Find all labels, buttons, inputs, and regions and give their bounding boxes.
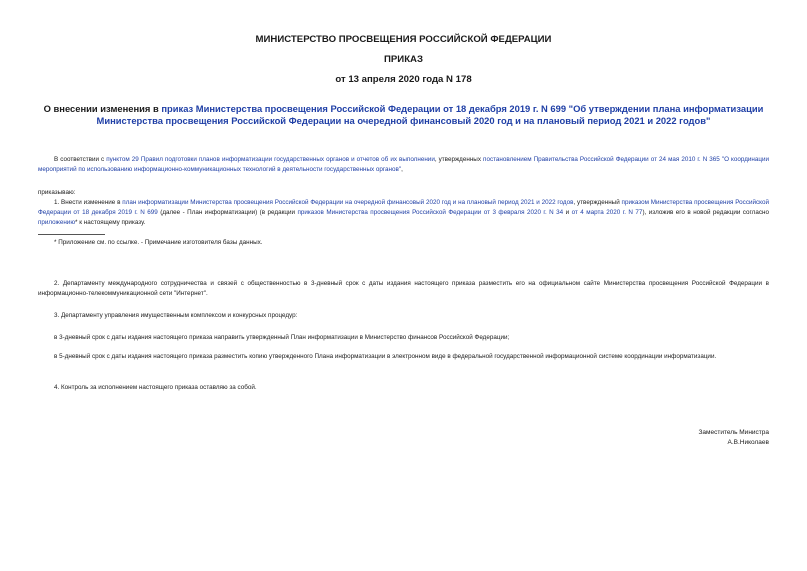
text-fragment: (далее - План информатизации) (в редакции	[157, 209, 298, 217]
footnote-divider	[38, 234, 105, 235]
ministry-name: МИНИСТЕРСТВО ПРОСВЕЩЕНИЯ РОССИЙСКОЙ ФЕДЕРАЦИИ	[255, 34, 552, 45]
link-resolution-365[interactable]: постановлением Правительства Российской Федерации от 24 мая 2010 г. N 365 "О координации мероприятий по использованию информационно-коммуникационных технологий в деятельности государственных органов"	[38, 156, 770, 174]
signature-block	[699, 428, 770, 448]
signature-name: А.В.Николаев	[727, 439, 769, 446]
text-fragment: , утвержденных	[434, 156, 484, 163]
signature-position: Заместитель Министра	[698, 429, 769, 436]
text-fragment: * к настоящему приказу.	[75, 219, 146, 227]
date-number: от 13 апреля 2020 года N 178	[335, 74, 472, 85]
link-appendix[interactable]: приложению	[38, 219, 76, 227]
paragraph-item-3: 3. Департаменту управления имущественным комплексом и конкурсных процедур:	[54, 312, 298, 319]
title-prefix: О внесении изменения в	[43, 103, 162, 114]
link-order-699[interactable]: приказом Министерства просвещения Российской Федерации от 18 декабря 2019 г. N 699	[38, 199, 769, 217]
text-fragment: 1. Внести изменение в	[54, 199, 123, 206]
doc-type: ПРИКАЗ	[384, 54, 423, 65]
link-plan[interactable]: план информатизации Министерства просвещения Российской Федерации на очередной финансовый 2020 год и на плановый период 2021 и 2022 годов	[122, 199, 574, 206]
footnote: * Приложение см. по ссылке. - Примечание изготовителя базы данных.	[54, 239, 263, 246]
prikazyvayu: приказываю:	[38, 189, 76, 196]
title-link[interactable]: приказ Министерства просвещения Российской Федерации от 18 декабря 2019 г. N 699 "Об утверждении плана информатизации Министерства просвещения Российской Федерации на очередной финансовый 2020 год и на плановый период 2021 и 2022 годов"	[96, 103, 764, 126]
text-fragment: и	[563, 209, 572, 217]
paragraph-item-2: 2. Департаменту международного сотрудничества и связей с общественностью в 3-дневный срок с даты издания настоящего приказа разместить его на официальном сайте Министерства просвещения Российской Федерации в информационно-телекоммуникационной сети "Интернет".	[38, 280, 769, 298]
paragraph-item-3b: в 5-дневный срок с даты издания настоящего приказа разместить копию утвержденного Плана информатизации в электронном виде в федеральной государственной информационной системе координации информатизации.	[54, 353, 717, 360]
paragraph-basis	[38, 155, 769, 175]
link-rules-p29[interactable]: пунктом 29 Правил подготовки планов информатизации государственных органов и отчетов об их выполнении	[106, 156, 435, 163]
text-fragment: , утвержденный	[573, 199, 622, 206]
document-title	[40, 103, 767, 127]
paragraph-item-3a: в 3-дневный срок с даты издания настоящего приказа направить утвержденный План информатизации в Министерство финансов Российской Федерации;	[54, 334, 510, 341]
text-fragment: ), изложив его в новой редакции согласно	[642, 209, 769, 217]
link-order-34[interactable]: приказов Министерства просвещения Российской Федерации от 3 февраля 2020 г. N 34	[297, 209, 564, 217]
paragraph-item-1	[38, 198, 769, 229]
link-order-77[interactable]: от 4 марта 2020 г. N 77	[571, 209, 643, 217]
text-fragment: ,	[401, 166, 403, 174]
paragraph-item-4: 4. Контроль за исполнением настоящего приказа оставляю за собой.	[54, 384, 257, 391]
text-fragment: В соответствии с	[54, 156, 107, 163]
